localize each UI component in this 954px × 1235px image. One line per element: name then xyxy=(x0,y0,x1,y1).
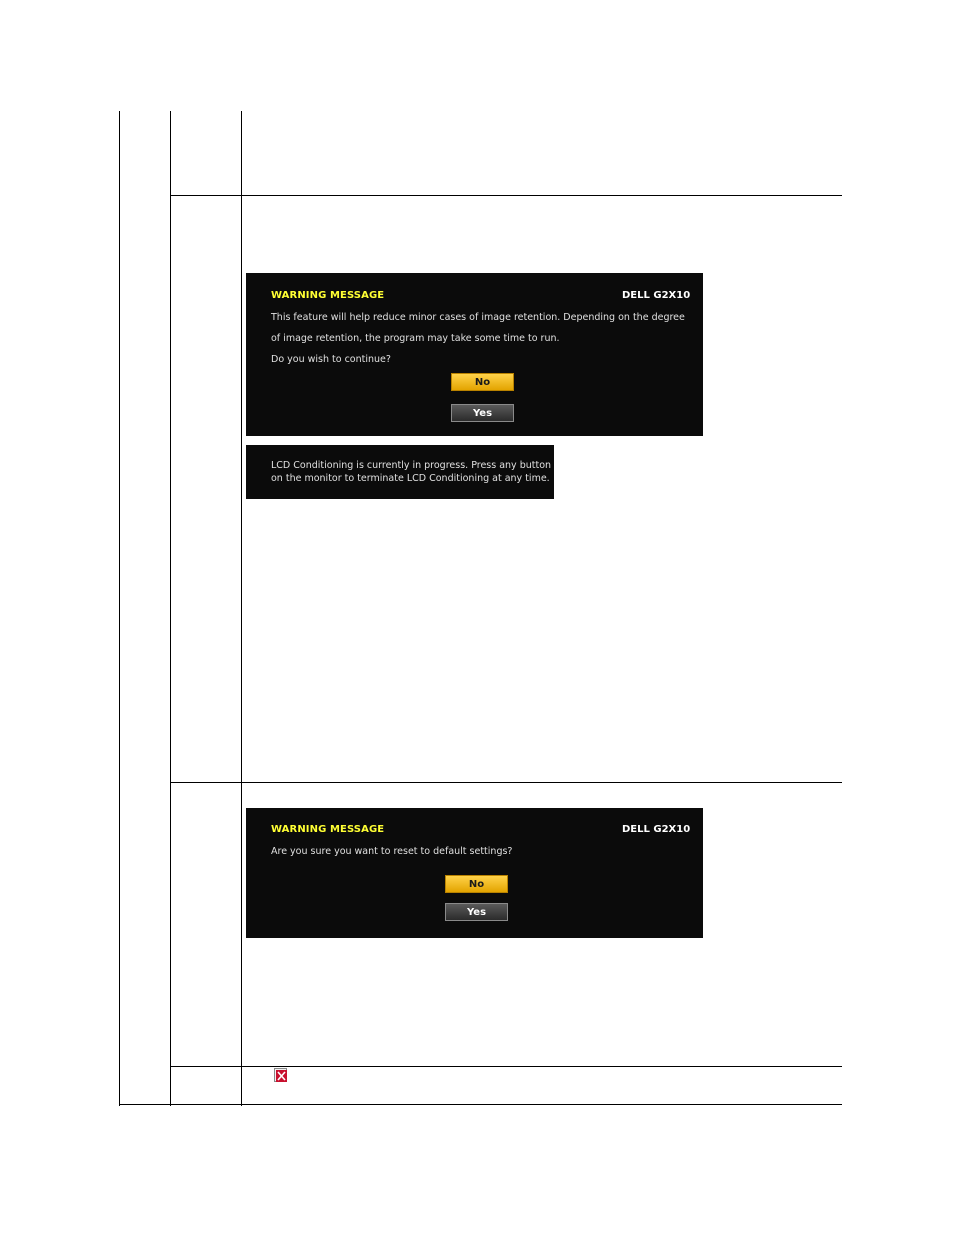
dialog-question: Do you wish to continue? xyxy=(271,354,391,365)
dialog-question: Are you sure you want to reset to default settings? xyxy=(271,846,513,857)
column-divider-2 xyxy=(241,111,242,1106)
dialog-message-line-2: of image retention, the program may take some time to run. xyxy=(271,333,560,344)
column-divider-1 xyxy=(170,111,171,1106)
monitor-model: DELL G2X10 xyxy=(622,824,691,835)
no-button[interactable]: No xyxy=(451,373,514,391)
yes-button[interactable]: Yes xyxy=(445,903,508,921)
row-divider-3 xyxy=(170,1066,842,1067)
dialog-title: WARNING MESSAGE xyxy=(271,290,385,301)
broken-image-icon xyxy=(274,1068,287,1082)
notice-line-1: LCD Conditioning is currently in progress. Press any button xyxy=(271,460,552,471)
dialog-title: WARNING MESSAGE xyxy=(271,824,385,835)
lcd-conditioning-progress-notice xyxy=(246,445,554,499)
no-button[interactable]: No xyxy=(445,875,508,893)
notice-line-2: on the monitor to terminate LCD Conditioning at any time. xyxy=(271,473,550,484)
row-divider-2 xyxy=(170,782,842,783)
row-divider-1 xyxy=(170,195,842,196)
table-border-bottom xyxy=(119,1104,842,1105)
monitor-model: DELL G2X10 xyxy=(622,290,691,301)
dialog-message-line-1: This feature will help reduce minor cases of image retention. Depending on the degree xyxy=(271,312,685,323)
factory-reset-warning-dialog xyxy=(246,808,703,938)
lcd-conditioning-warning-dialog xyxy=(246,273,703,436)
yes-button[interactable]: Yes xyxy=(451,404,514,422)
table-border-left xyxy=(119,111,120,1106)
